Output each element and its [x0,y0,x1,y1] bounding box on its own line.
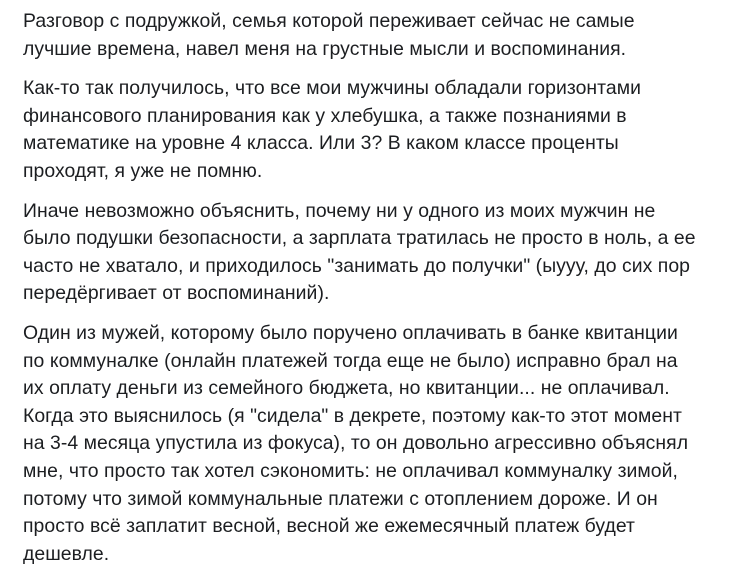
paragraph-1 [23,8,735,63]
paragraph-4 [23,320,735,568]
text-line: финансового планирования как у хлебушка, а также познаниями в [23,104,627,127]
text-line: Один из мужей, которому было поручено оплачивать в банке квитанции [23,321,678,344]
post-body [23,8,735,568]
text-line: по коммуналке (онлайн платежей тогда еще не было) исправно брал на [23,349,678,372]
text-line: их оплату деньги из семейного бюджета, но квитанции... не оплачивал. [23,377,670,400]
text-line: Иначе невозможно объяснить, почему ни у одного из моих мужчин не [23,199,656,222]
text-line: мне, что просто так хотел сэкономить: не оплачивал коммуналку зимой, [23,459,678,482]
text-line: проходят, я уже не помню. [23,159,263,182]
text-line: дешевле. [23,542,110,565]
text-line: лучшие времена, навел меня на грустные мысли и воспоминания. [23,37,627,60]
text-line: передёргивает от воспоминаний). [23,282,330,305]
text-line: было подушки безопасности, а зарплата тратилась не просто в ноль, а ее [23,227,696,250]
text-line: потому что зимой коммунальные платежи с отоплением дороже. И он [23,487,658,510]
text-line: Когда это выяснилось (я "сидела" в декрете, поэтому как-то этот момент [23,404,682,427]
text-line: часто не хватало, и приходилось "занимать до получки" (ыууу, до сих пор [23,254,691,277]
text-line: на 3-4 месяца упустила из фокуса), то он довольно агрессивно объяснял [23,432,689,455]
text-line: математике на уровне 4 класса. Или 3? В каком классе проценты [23,132,619,155]
paragraph-3 [23,198,735,308]
text-line: Разговор с подружкой, семья которой переживает сейчас не самые [23,10,635,32]
text-line: просто всё заплатит весной, весной же ежемесячный платеж будет [23,515,635,538]
paragraph-2 [23,75,735,185]
text-line: Как-то так получилось, что все мои мужчины обладали горизонтами [23,77,641,100]
